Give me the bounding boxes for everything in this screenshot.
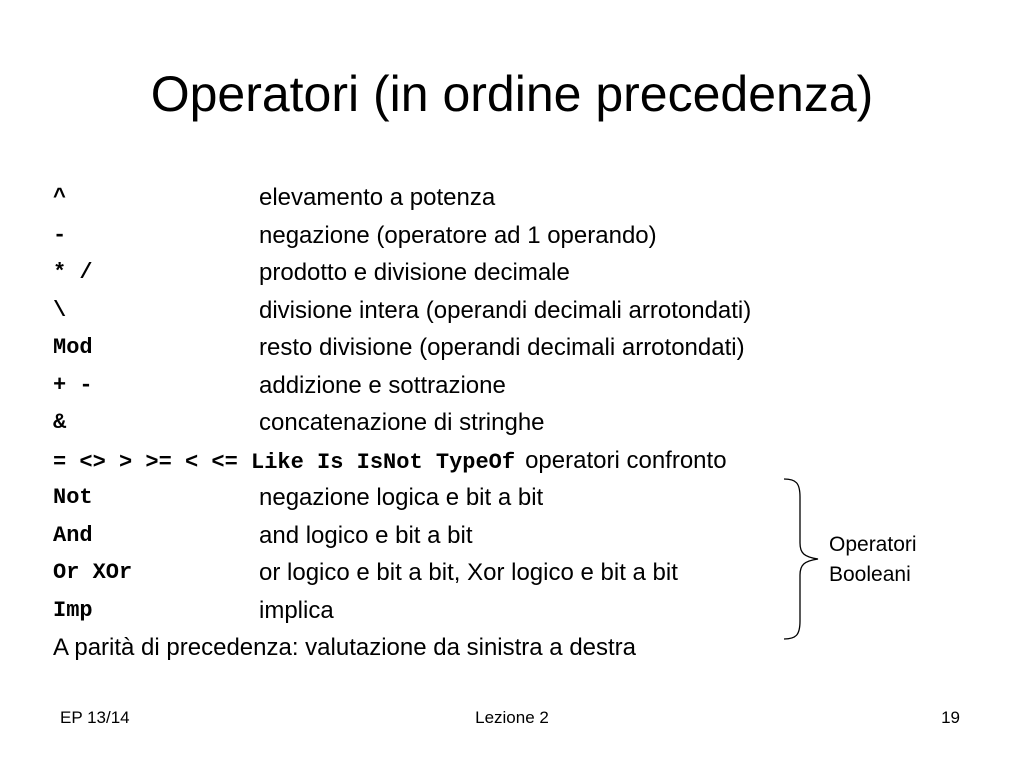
operator-symbol: Imp	[53, 597, 93, 623]
operator-row	[53, 292, 953, 330]
operator-symbol: + -	[53, 372, 93, 398]
operator-row	[53, 217, 953, 255]
operator-description: negazione logica e bit a bit	[259, 484, 544, 511]
operator-symbol: Or XOr	[53, 560, 133, 585]
operator-description: addizione e sottrazione	[259, 371, 506, 399]
operator-description: negazione (operatore ad 1 operando)	[259, 221, 657, 249]
operator-symbol: Mod	[53, 335, 93, 360]
boolean-operators-label	[829, 530, 917, 590]
footer-course: EP 13/14	[60, 708, 130, 727]
footer-page-number: 19	[941, 708, 960, 727]
operator-row	[53, 329, 953, 367]
operator-description: concatenazione di stringhe	[259, 409, 545, 436]
precedence-note: A parità di precedenza: valutazione da sinistra a destra	[53, 634, 637, 661]
operator-symbol: ^	[53, 185, 67, 210]
operator-row	[53, 254, 953, 292]
operator-symbol: \	[53, 297, 67, 323]
brace-label-line: Booleani	[829, 563, 911, 586]
footer-lesson: Lezione 2	[475, 708, 549, 727]
operator-symbol: * /	[53, 260, 93, 285]
curly-brace-icon	[782, 477, 822, 641]
operator-symbol: = <> > >= < <= Like Is IsNot TypeOf	[53, 449, 516, 475]
operator-description: operatori confronto	[525, 446, 727, 474]
operator-row	[53, 179, 953, 217]
operator-row	[53, 442, 953, 480]
operator-symbol: &	[53, 410, 67, 435]
operator-row	[53, 367, 953, 405]
operator-description: prodotto e divisione decimale	[259, 259, 570, 286]
slide-title: Operatori (in ordine precedenza)	[150, 66, 874, 122]
operator-description: or logico e bit a bit, Xor logico e bit a bit	[259, 559, 678, 586]
operator-row	[53, 404, 953, 442]
operator-description: elevamento a potenza	[259, 184, 496, 211]
operator-description: implica	[259, 596, 334, 624]
brace-label-line: Operatori	[829, 533, 917, 556]
operator-symbol: Not	[53, 485, 93, 510]
operator-symbol: -	[53, 222, 67, 248]
operator-description: divisione intera (operandi decimali arrotondati)	[259, 296, 752, 324]
operator-description: and logico e bit a bit	[259, 521, 473, 549]
operator-description: resto divisione (operandi decimali arrotondati)	[259, 334, 745, 361]
operator-symbol: And	[53, 522, 93, 548]
